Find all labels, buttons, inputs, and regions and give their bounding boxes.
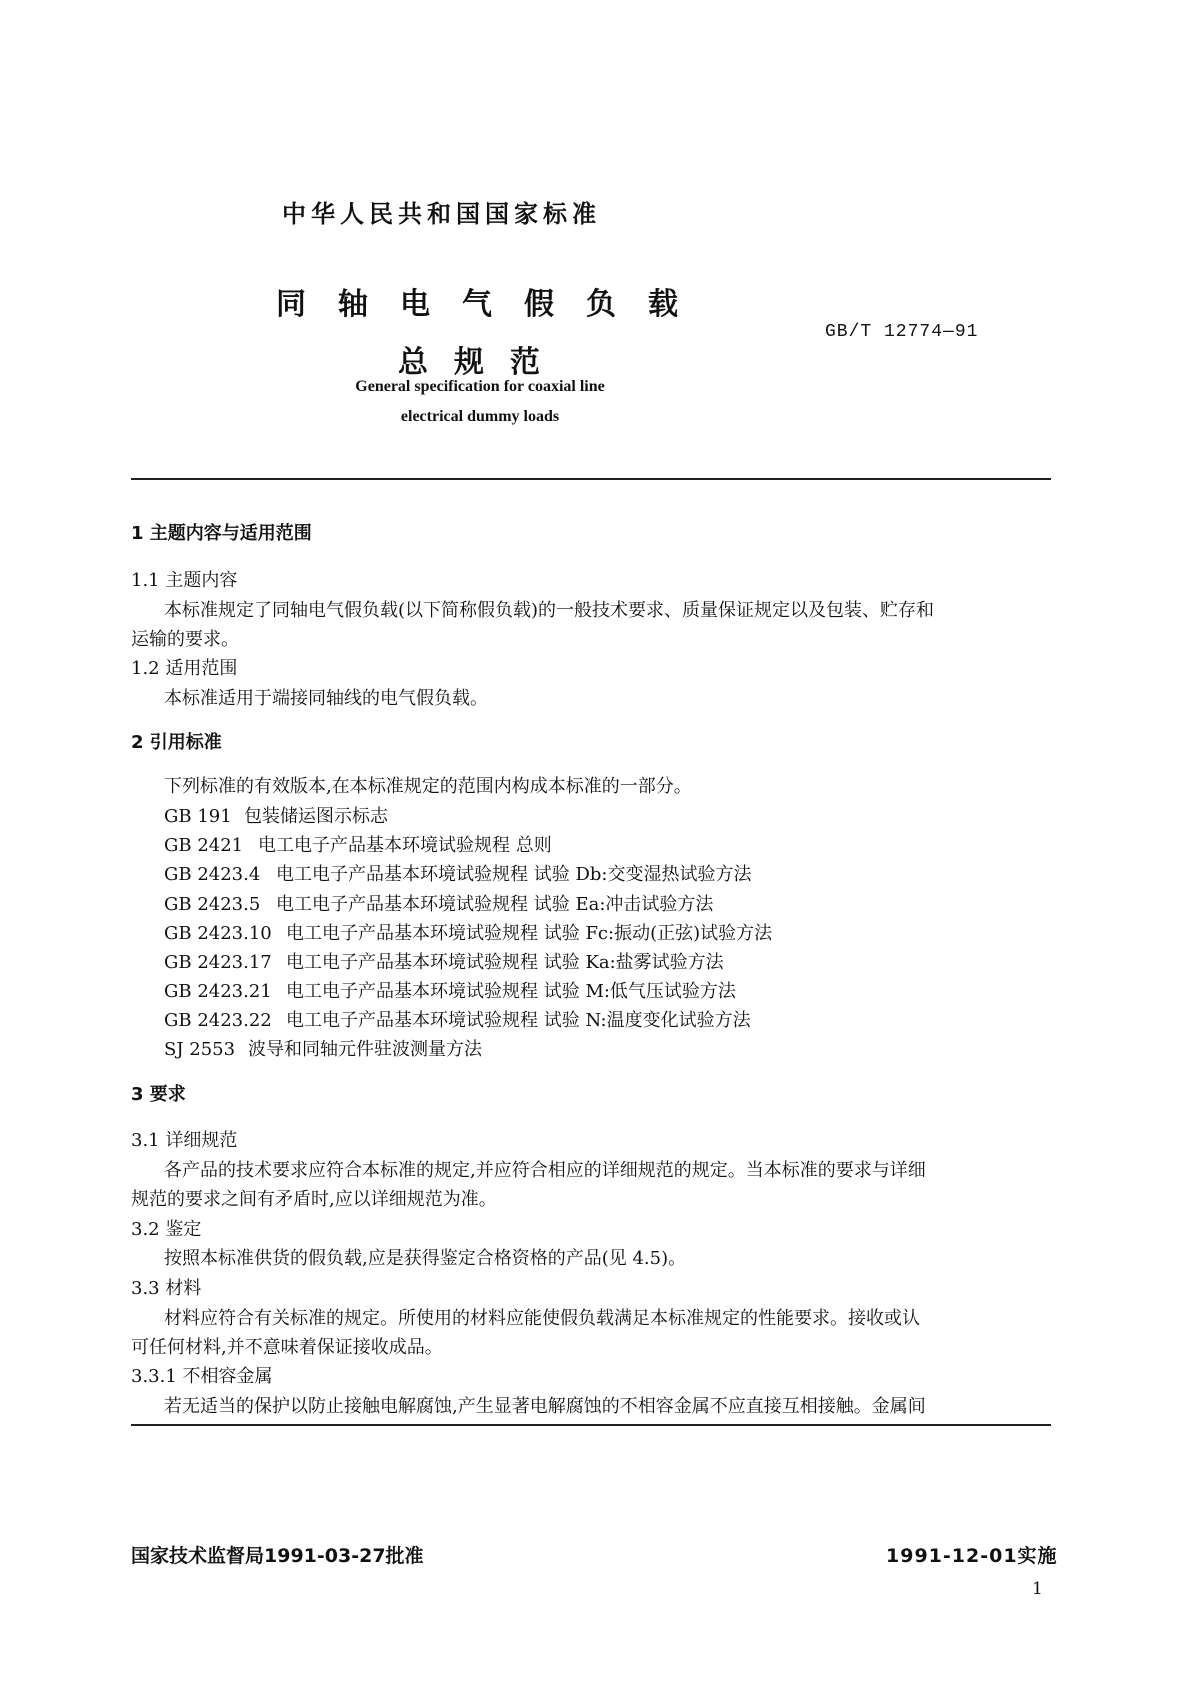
reference-title: 电工电子产品基本环境试验规程 试验 Ea:冲击试验方法 — [276, 894, 714, 915]
section-3-2-heading: 3.2 鉴定 — [131, 1219, 202, 1240]
reference-item — [164, 948, 724, 974]
section-3-3-1-heading: 3.3.1 不相容金属 — [131, 1366, 273, 1387]
section-3-3-text-line2: 可任何材料,并不意味着保证接收成品。 — [131, 1337, 443, 1358]
reference-code: GB 2423.22 — [164, 1010, 272, 1031]
page-number: 1 — [1032, 1579, 1043, 1599]
reference-title: 电工电子产品基本环境试验规程 试验 Ka:盐雾试验方法 — [286, 952, 724, 973]
section-1-heading: 1 主题内容与适用范围 — [131, 523, 312, 544]
reference-code: GB 2421 — [164, 835, 244, 856]
section-1-2-text: 本标准适用于端接同轴线的电气假负载。 — [164, 688, 488, 709]
reference-title: 电工电子产品基本环境试验规程 试验 M:低气压试验方法 — [286, 981, 736, 1002]
section-3-3-text-line1: 材料应符合有关标准的规定。所使用的材料应能使假负载满足本标准规定的性能要求。接收或认 — [164, 1308, 920, 1329]
reference-item — [164, 977, 736, 1003]
approval-info: 国家技术监督局1991-03-27批准 — [131, 1545, 424, 1567]
section-2-intro: 下列标准的有效版本,在本标准规定的范围内构成本标准的一部分。 — [164, 776, 692, 797]
section-2-heading: 2 引用标准 — [131, 732, 222, 753]
effective-date: 1991-12-01实施 — [886, 1545, 1058, 1567]
reference-code: GB 191 — [164, 806, 232, 827]
issuing-organization: 中华人民共和国国家标准 — [282, 200, 601, 228]
reference-title: 电工电子产品基本环境试验规程 试验 Db:交变湿热试验方法 — [276, 864, 752, 885]
english-title-line2: electrical dummy loads — [400, 408, 560, 425]
section-3-3-heading: 3.3 材料 — [131, 1278, 202, 1299]
document-title-line2: 总规范 — [398, 345, 566, 380]
section-3-1-text-line2: 规范的要求之间有矛盾时,应以详细规范为准。 — [131, 1189, 497, 1210]
section-1-1-text-line2: 运输的要求。 — [131, 629, 239, 650]
reference-item — [164, 1035, 482, 1061]
reference-title: 波导和同轴元件驻波测量方法 — [248, 1039, 482, 1060]
reference-item — [164, 890, 713, 916]
reference-code: GB 2423.21 — [164, 981, 272, 1002]
standard-code: GB/T 12774—91 — [825, 322, 979, 342]
reference-item — [164, 860, 751, 886]
section-3-1-heading: 3.1 详细规范 — [131, 1130, 238, 1151]
section-1-1-text-line1: 本标准规定了同轴电气假负载(以下简称假负载)的一般技术要求、质量保证规定以及包装、贮存和 — [164, 600, 935, 621]
section-3-3-1-text-line1: 若无适当的保护以防止接触电解腐蚀,产生显著电解腐蚀的不相容金属不应直接互相接触。金属间 — [164, 1396, 926, 1417]
header-divider — [131, 478, 1051, 480]
reference-title: 电工电子产品基本环境试验规程 总则 — [258, 835, 552, 856]
reference-item — [164, 802, 388, 828]
reference-code: GB 2423.5 — [164, 894, 261, 915]
section-3-heading: 3 要求 — [131, 1084, 186, 1105]
reference-code: GB 2423.4 — [164, 864, 261, 885]
section-3-1-text-line1: 各产品的技术要求应符合本标准的规定,并应符合相应的详细规范的规定。当本标准的要求与详细 — [164, 1160, 926, 1181]
reference-title: 包装储运图示标志 — [244, 806, 388, 827]
reference-code: GB 2423.17 — [164, 952, 272, 973]
document-title-line1: 同轴电气假负载 — [276, 287, 710, 322]
section-1-2-heading: 1.2 适用范围 — [131, 658, 238, 679]
footer-divider — [131, 1424, 1051, 1426]
section-1-1-heading: 1.1 主题内容 — [131, 570, 238, 591]
reference-code: SJ 2553 — [164, 1039, 236, 1060]
reference-title: 电工电子产品基本环境试验规程 试验 Fc:振动(正弦)试验方法 — [286, 923, 773, 944]
section-3-2-text: 按照本标准供货的假负载,应是获得鉴定合格资格的产品(见 4.5)。 — [164, 1248, 687, 1269]
reference-item — [164, 1006, 751, 1032]
reference-item — [164, 919, 772, 945]
reference-code: GB 2423.10 — [164, 923, 272, 944]
reference-title: 电工电子产品基本环境试验规程 试验 N:温度变化试验方法 — [286, 1010, 751, 1031]
reference-item — [164, 831, 552, 857]
english-title-line1: General specification for coaxial line — [355, 378, 605, 395]
